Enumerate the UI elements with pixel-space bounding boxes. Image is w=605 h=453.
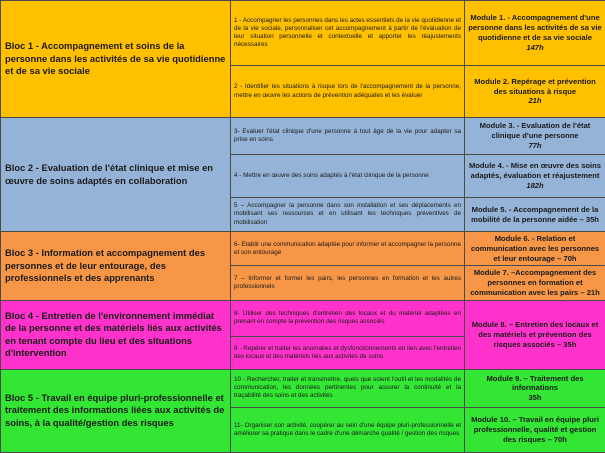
module-2-duration: 21h bbox=[468, 96, 602, 106]
module-3-duration: 77h bbox=[468, 141, 602, 151]
competence-7: 7 – Informer et former les pairs, les personnes en formation et les autres professionnels bbox=[231, 266, 465, 300]
module-4-label: Module 4. - Mise en œuvre des soins adaptés, évaluation et réajustement bbox=[469, 161, 601, 180]
competence-4: 4 - Mettre en œuvre des soins adaptés à l'état clinique de la personne bbox=[231, 155, 465, 198]
module-1 bbox=[465, 1, 605, 66]
bloc-3-title: Bloc 3 - Information et accompagnement des personnes et de leur entourage, des professionnels et des apprenants bbox=[1, 232, 231, 301]
module-9-label: Module 9. – Traitement des informations bbox=[486, 374, 583, 393]
competence-3: 3- Evaluer l'état clinique d'une personne à tout âge de la vie pour adapter sa prise en soins bbox=[231, 118, 465, 155]
module-9-duration: 35h bbox=[468, 393, 602, 403]
module-8: Module 8. – Entretien des locaux et des matériels et prévention des risques associés – 35h bbox=[465, 300, 605, 369]
competence-6: 6- Etablir une communication adaptée pour informer et accompagner la personne et son entourage bbox=[231, 232, 465, 266]
module-3 bbox=[465, 118, 605, 155]
module-6: Module 6. - Relation et communication avec les personnes et leur entourage – 70h bbox=[465, 232, 605, 266]
module-4-duration: 182h bbox=[468, 181, 602, 191]
bloc-2-row-1 bbox=[1, 118, 605, 155]
bloc-2-title: Bloc 2 - Evaluation de l'état clinique et mise en œuvre de soins adaptés en collaboration bbox=[1, 118, 231, 232]
competence-1: 1 - Accompagner les personnes dans les actes essentiels de la vie quotidienne et de la vie sociale, personnaliser cet accompagnement à partir de l'évaluation de leur situation personnelle et contextuelle et apporter les réajustements nécessaires bbox=[231, 1, 465, 66]
module-2-label: Module 2. Repérage et prévention des situations à risque bbox=[474, 77, 596, 96]
module-1-duration: 147h bbox=[468, 43, 602, 53]
module-5: Module 5. - Accompagnement de la mobilité de la personne aidée – 35h bbox=[465, 198, 605, 232]
competence-11: 11- Organiser son activité, coopérer au sein d'une équipe pluri-professionnelle et améliorer sa pratique dans le cadre d'une démarche qualité / gestion des risques bbox=[231, 407, 465, 452]
module-9 bbox=[465, 369, 605, 407]
bloc-1-title: Bloc 1 - Accompagnement et soins de la personne dans les activités de sa vie quotidienne et de sa vie sociale bbox=[1, 1, 231, 118]
competence-8: 8- Utiliser des techniques d'entretien des locaux et du matériel adaptées en prenant en compte la prévention des risques associés bbox=[231, 300, 465, 336]
bloc-4-row-1 bbox=[1, 300, 605, 336]
competence-5: 5 – Accompagner la personne dans son installation et ses déplacements en mobilisant ses ressources et en utilisant les techniques préventives de mobilisation bbox=[231, 198, 465, 232]
module-10: Module 10. – Travail en équipe pluri professionnelle, qualité et gestion des risques – 70h bbox=[465, 407, 605, 452]
competence-10: 10 - Rechercher, traiter et transmettre, quels que soient l'outil et les modalités de communication, les données pertinentes pour assurer la continuité et la traçabilité des soins et des activités bbox=[231, 369, 465, 407]
bloc-3-row-1 bbox=[1, 232, 605, 266]
module-3-label: Module 3. - Evaluation de l'état clinique d'une personne bbox=[480, 121, 591, 140]
bloc-5-row-1 bbox=[1, 369, 605, 407]
module-2 bbox=[465, 66, 605, 118]
module-1-label: Module 1. - Accompagnement d'une personne dans les activités de sa vie quotidienne et de sa vie sociale bbox=[468, 13, 601, 42]
competence-9: 9 - Repérer et traiter les anomalies et dysfonctionnements en lien avec l'entretien des locaux et des matériels liés aux activités de soins bbox=[231, 336, 465, 369]
bloc-1-row-1 bbox=[1, 1, 605, 66]
competence-2: 2 - Identifier les situations à risque lors de l'accompagnement de la personne, mettre en œuvre les actions de prévention adéquates et les évaluer bbox=[231, 66, 465, 118]
bloc-4-title: Bloc 4 - Entretien de l'environnement immédiat de la personne et des matériels liés aux activités en tenant compte du lieu et des situations d'intervention bbox=[1, 300, 231, 369]
module-4 bbox=[465, 155, 605, 198]
bloc-5-title: Bloc 5 - Travail en équipe pluri-professionnelle et traitement des informations liées aux activités de soins, à la qualité/gestion des risques bbox=[1, 369, 231, 452]
module-7: Module 7. –Accompagnement des personnes en formation et communication avec les pairs – 21h bbox=[465, 266, 605, 300]
